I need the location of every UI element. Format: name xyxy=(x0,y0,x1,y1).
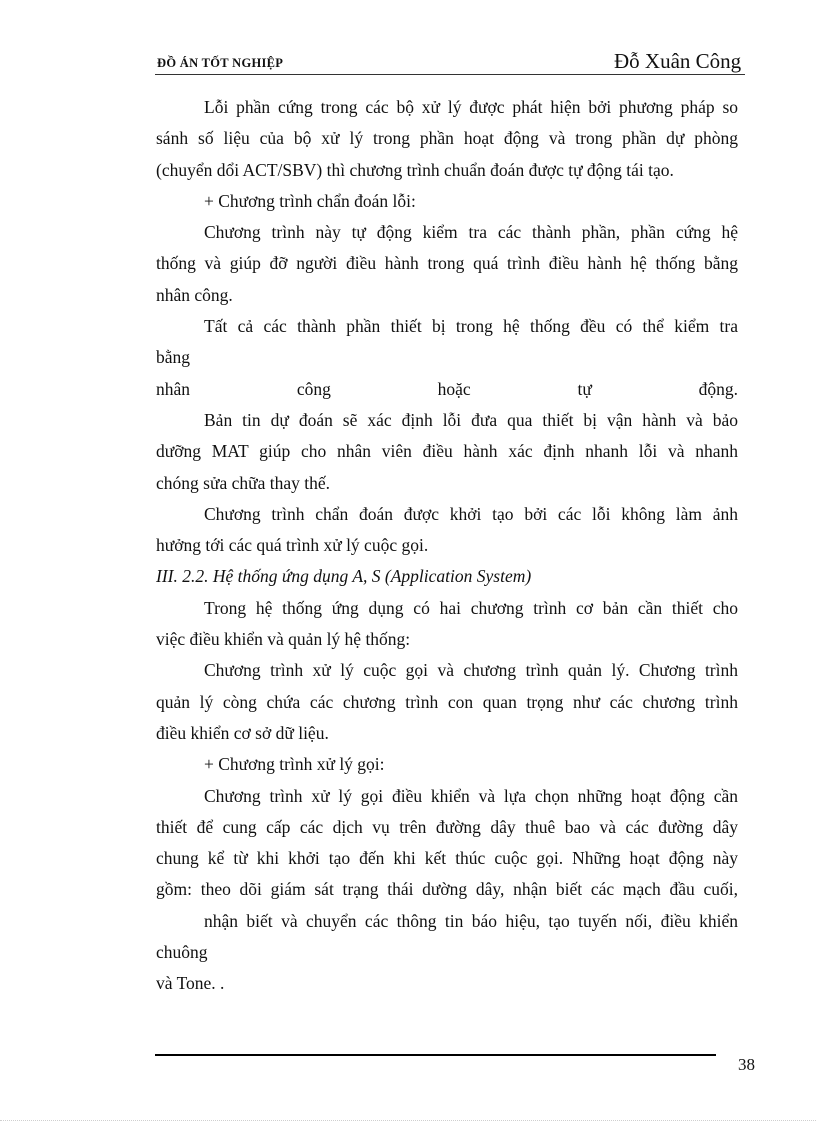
document-header-author: Đỗ Xuân Công xyxy=(614,49,742,73)
text-line: + Chương trình chẩn đoán lỗi: xyxy=(204,190,416,211)
section-heading: III. 2.2. Hệ thống ứng dụng A, S (Application System) xyxy=(156,566,532,587)
page-bottom-border xyxy=(0,1120,816,1121)
text-line: Chương trình chẩn đoán được khởi tạo bởi các lỗi không làm ảnh xyxy=(204,503,738,524)
document-body xyxy=(156,92,738,1000)
text-line: (chuyển dổi ACT/SBV) thì chương trình chuẩn đoán được tự động tái tạo. xyxy=(156,159,674,180)
page-number: 38 xyxy=(738,1055,755,1074)
text-line: nhận biết và chuyển các thông tin báo hiệu, tạo tuyến nối, điều khiển xyxy=(204,910,738,931)
text-line: nhân công hoặc tự động. xyxy=(156,378,738,399)
text-line: chuông xyxy=(156,942,208,963)
header-divider xyxy=(155,74,745,75)
text-line: bằng xyxy=(156,347,191,368)
document-header-title: ĐỒ ÁN TỐT NGHIỆP xyxy=(157,56,284,70)
footer-divider xyxy=(155,1054,716,1056)
text-line: và Tone. . xyxy=(156,973,225,994)
text-line: Bản tin dự đoán sẽ xác định lỗi đưa qua thiết bị vận hành và bảo xyxy=(204,409,738,430)
text-line: điều khiển cơ sở dữ liệu. xyxy=(156,722,329,743)
text-line: gồm: theo dõi giám sát trạng thái dường dây, nhận biết các mạch đầu cuối, xyxy=(156,879,738,900)
text-line: chung kể từ khi khởi tạo đến khi kết thúc cuộc gọi. Những hoạt động này xyxy=(156,848,738,869)
text-line: Chương trình xử lý cuộc gọi và chương trình quản lý. Chương trình xyxy=(204,660,738,681)
text-line: nhân công. xyxy=(156,284,233,305)
text-line: Trong hệ thống ứng dụng có hai chương trình cơ bản cần thiết cho xyxy=(204,597,738,618)
text-line: Chương trình này tự động kiểm tra các thành phần, phần cứng hệ xyxy=(204,222,738,243)
text-line: sánh số liệu của bộ xử lý trong phần hoạt động và trong phần dự phòng xyxy=(156,128,738,149)
text-line: + Chương trình xử lý gọi: xyxy=(204,754,385,775)
text-line: việc điều khiển và quản lý hệ thống: xyxy=(156,629,411,650)
text-line: dưỡng MAT giúp cho nhân viên điều hành xác định nhanh lỗi và nhanh xyxy=(156,441,738,462)
text-line: Tất cả các thành phần thiết bị trong hệ thống đều có thể kiểm tra xyxy=(204,316,738,337)
text-line: thiết để cung cấp các dịch vụ trên đường dây thuê bao và các đường dây xyxy=(156,816,738,837)
text-line: quản lý còng chứa các chương trình con quan trọng như các chương trình xyxy=(156,691,738,712)
text-line: Chương trình xử lý gọi điều khiển và lựa chọn những hoạt động cần xyxy=(204,785,738,806)
text-line: thống và giúp đỡ người điều hành trong quá trình điều hành hệ thống bằng xyxy=(156,253,738,274)
text-line: hưởng tới các quá trình xử lý cuộc gọi. xyxy=(156,535,429,556)
text-line: chóng sửa chữa thay thế. xyxy=(156,472,330,493)
text-line: Lỗi phần cứng trong các bộ xử lý được phát hiện bởi phương pháp so xyxy=(204,97,738,117)
